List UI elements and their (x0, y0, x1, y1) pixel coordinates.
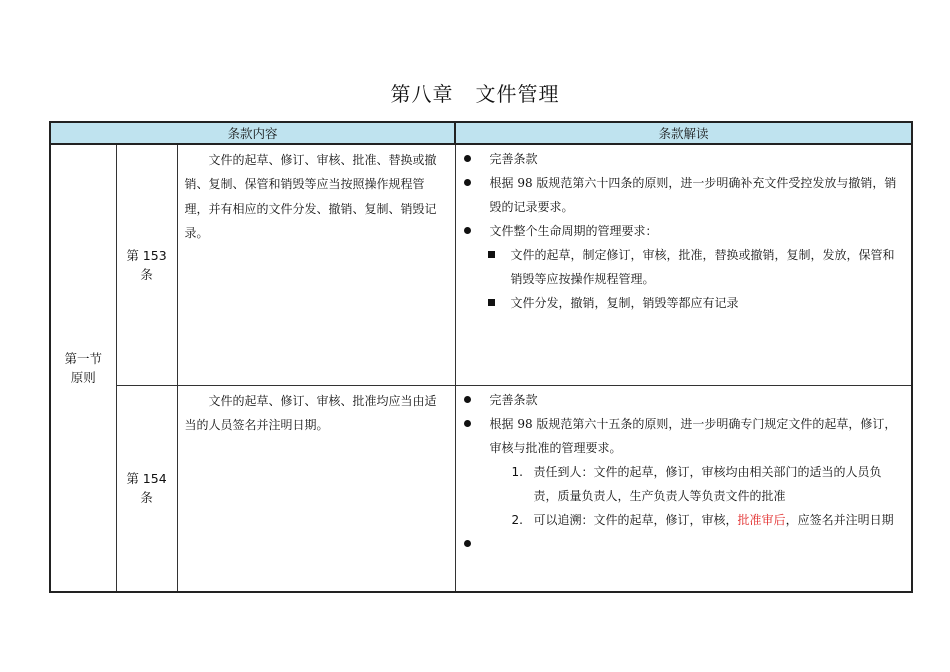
list-item (456, 532, 912, 556)
article-number: 第 153 (126, 247, 167, 263)
section-label-line1: 第一节 (64, 351, 102, 366)
article-cell (116, 385, 177, 592)
article-cell (116, 144, 177, 385)
chapter-title (0, 78, 950, 107)
table-header-row (50, 122, 912, 144)
article-number: 第 154 (126, 471, 167, 487)
clause-content-text: 文件的起草、修订、审核、批准均应当由适当的人员签名并注明日期。 (184, 393, 437, 432)
list-item: 根据 98 版规范第六十四条的原则，进一步明确补充文件受控发放与撤销，销毁的记录要求。 (456, 171, 912, 219)
list-item: 文件整个生命周期的管理要求： (456, 219, 912, 243)
item-number: 2. (511, 512, 523, 527)
list-item: 完善条款 (456, 388, 912, 412)
list-item: 完善条款 (456, 147, 912, 171)
clause-content-cell (177, 144, 455, 385)
chapter-number: 第八章 (390, 82, 454, 106)
article-suffix: 条 (140, 490, 153, 506)
item-number: 1. (511, 464, 523, 479)
list-item: 根据 98 版规范第六十五条的原则，进一步明确专门规定文件的起草，修订，审核与批准的管理要求。 (456, 412, 912, 460)
sub-list-item: 文件分发，撤销，复制，销毁等都应有记录 (456, 291, 912, 315)
bullet-square-icon (488, 251, 495, 258)
header-clause-content: 条款内容 (50, 122, 455, 144)
header-clause-interpretation: 条款解读 (455, 122, 912, 144)
sub-list-item: 文件的起草，制定修订，审核，批准，替换或撤销，复制，发放，保管和销毁等应按操作规程管理。 (456, 243, 912, 291)
article-suffix: 条 (140, 266, 153, 282)
bullet-dot-icon (464, 540, 471, 547)
bullet-square-icon (488, 299, 495, 306)
bullet-dot-icon (464, 179, 471, 186)
table-row (50, 385, 912, 592)
regulation-table (49, 121, 913, 593)
bullet-dot-icon (464, 420, 471, 427)
section-label-line2: 原则 (70, 370, 96, 385)
section-cell (50, 144, 116, 592)
clause-content-text: 文件的起草、修订、审核、批准、替换或撤销、复制、保管和销毁等应当按照操作规程管理，并有相应的文件分发、撤销、复制、销毁记录。 (184, 153, 437, 240)
bullet-dot-icon (464, 227, 471, 234)
interpretation-cell (455, 144, 912, 385)
bullet-dot-icon (464, 155, 471, 162)
numbered-item: 2. 可以追溯：文件的起草，修订，审核，批准审后，应签名并注明日期 (456, 508, 912, 532)
clause-content-cell (177, 385, 455, 592)
highlighted-text: 批准审后 (737, 512, 786, 527)
numbered-item: 1. 责任到人：文件的起草，修订，审核均由相关部门的适当的人员负责，质量负责人，生产负责人等负责文件的批准 (456, 460, 912, 508)
chapter-name: 文件管理 (475, 82, 560, 106)
bullet-dot-icon (464, 396, 471, 403)
table-row (50, 144, 912, 385)
interpretation-cell (455, 385, 912, 592)
